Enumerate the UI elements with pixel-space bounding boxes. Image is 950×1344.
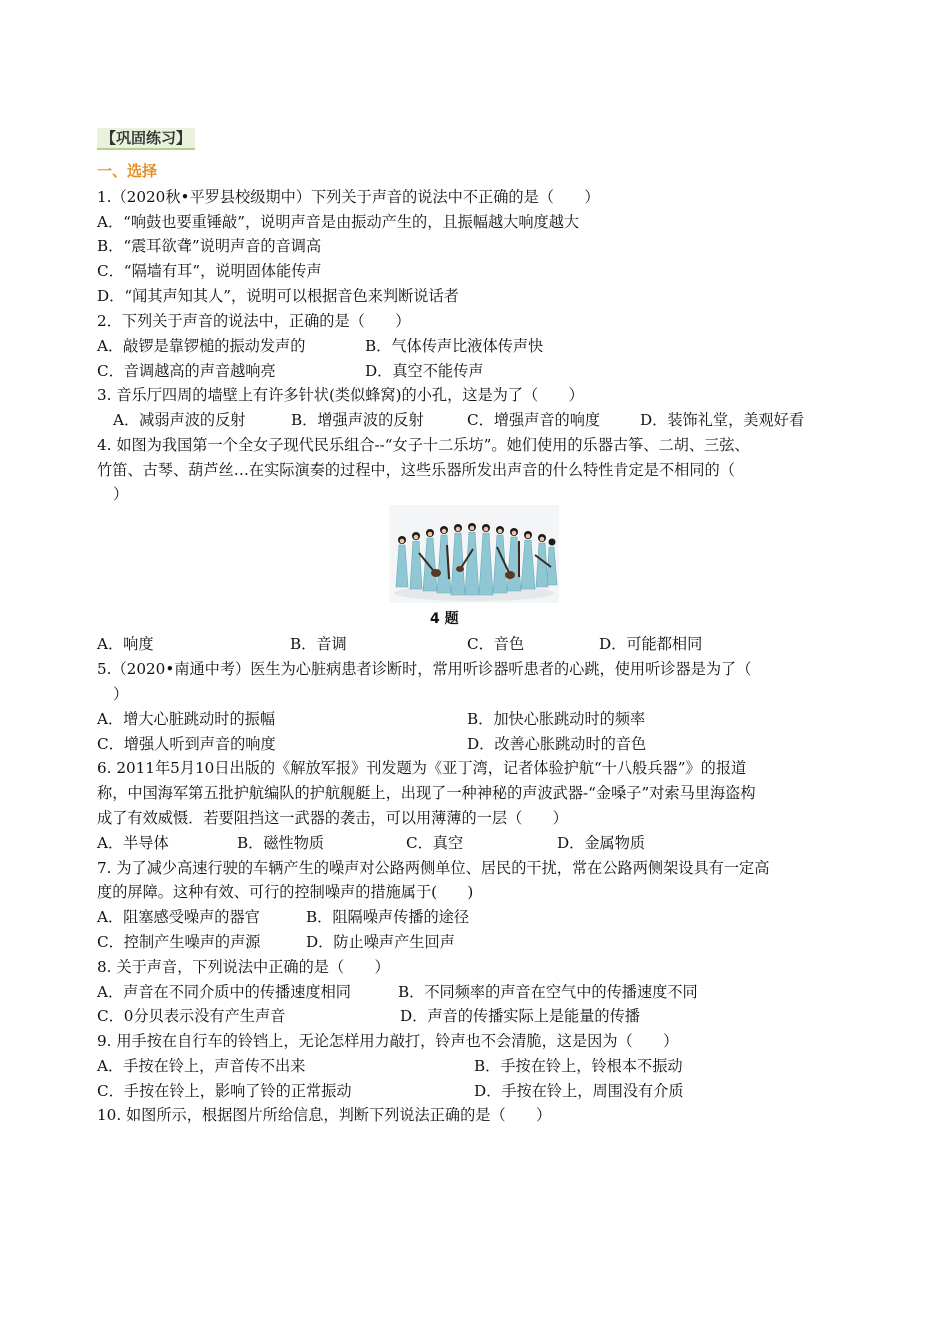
question-7-stem-line-2: 度的屏障。这种有效、可行的控制噪声的措施属于( ): [97, 883, 474, 901]
question-9-option-b: B．手按在铃上，铃根本不振动: [474, 1057, 683, 1075]
question-2-option-a: A．敲锣是靠锣槌的振动发声的: [97, 337, 306, 355]
question-4-option-a: A．响度: [97, 635, 154, 653]
question-5-stem-line-2: ）: [113, 685, 129, 703]
question-8-stem: 8. 关于声音，下列说法中正确的是（ ）: [97, 958, 390, 976]
section-title: 一、选择: [97, 162, 158, 180]
question-1-option-b: B．“震耳欲聋”说明声音的音调高: [97, 237, 322, 255]
question-6-option-c: C．真空: [406, 834, 464, 852]
question-7-option-d: D．防止噪声产生回声: [306, 933, 455, 951]
question-10-stem: 10. 如图所示，根据图片所给信息，判断下列说法正确的是（ ）: [97, 1106, 552, 1124]
figure-caption: 4 题: [430, 611, 459, 627]
question-4-option-d: D．可能都相同: [599, 635, 703, 653]
question-2-stem: 2．下列关于声音的说法中，正确的是（ ）: [97, 312, 411, 330]
question-9-option-c: C．手按在铃上，影响了铃的正常振动: [97, 1082, 352, 1100]
question-3-stem: 3. 音乐厅四周的墙壁上有许多针状(类似蜂窝)的小孔，这是为了（ ）: [97, 386, 584, 404]
question-1-stem: 1.（2020秋•平罗县校级期中）下列关于声音的说法中不正确的是（ ）: [97, 188, 600, 206]
question-4-stem-line-1: 4. 如图为我国第一个全女子现代民乐组合--“女子十二乐坊”。她们使用的乐器古筝、二胡、三弦、: [97, 436, 750, 454]
question-4-option-c: C．音色: [467, 635, 525, 653]
orchestra-photo: [389, 505, 559, 603]
question-9-option-a: A．手按在铃上，声音传不出来: [97, 1057, 306, 1075]
question-3-option-d: D．装饰礼堂，美观好看: [640, 411, 805, 429]
question-8-option-d: D．声音的传播实际上是能量的传播: [400, 1007, 640, 1025]
question-5-option-c: C．增强人听到声音的响度: [97, 735, 276, 753]
question-8-option-c: C．0分贝表示没有产生声音: [97, 1007, 286, 1025]
question-8-option-b: B．不同频率的声音在空气中的传播速度不同: [398, 983, 698, 1001]
question-9-option-d: D．手按在铃上，周围没有介质: [474, 1082, 684, 1100]
question-3-option-a: A．减弱声波的反射: [113, 411, 246, 429]
question-2-option-b: B．气体传声比液体传声快: [365, 337, 544, 355]
question-4-stem-line-3: ）: [113, 485, 129, 503]
question-7-stem-line-1: 7. 为了减少高速行驶的车辆产生的噪声对公路两侧单位、居民的干扰，常在公路两侧架设具有一定高: [97, 859, 770, 877]
question-1-option-c: C．“隔墙有耳”，说明固体能传声: [97, 262, 322, 280]
question-5-option-a: A．增大心脏跳动时的振幅: [97, 710, 276, 728]
question-9-stem: 9. 用手按在自行车的铃铛上，无论怎样用力敲打，铃声也不会清脆，这是因为（ ）: [97, 1032, 679, 1050]
question-5-stem-line-1: 5.（2020•南通中考）医生为心脏病患者诊断时，常用听诊器听患者的心跳，使用听诊器是为了（: [97, 660, 752, 678]
question-2-option-c: C．音调越高的声音越响亮: [97, 362, 276, 380]
question-6-option-d: D．金属物质: [557, 834, 646, 852]
question-7-option-c: C．控制产生噪声的声源: [97, 933, 261, 951]
question-5-option-b: B．加快心胀跳动时的频率: [467, 710, 646, 728]
question-2-option-d: D．真空不能传声: [365, 362, 484, 380]
question-8-option-a: A．声音在不同介质中的传播速度相同: [97, 983, 351, 1001]
question-4-option-b: B．音调: [290, 635, 347, 653]
question-7-option-a: A．阻塞感受噪声的器官: [97, 908, 260, 926]
question-3-option-b: B．增强声波的反射: [291, 411, 424, 429]
question-6-option-a: A．半导体: [97, 834, 169, 852]
question-6-stem-line-1: 6. 2011年5月10日出版的《解放军报》刊发题为《亚丁湾，记者体验护航“十八般兵器”》的报道: [97, 759, 747, 777]
question-4-stem-line-2: 竹笛、古琴、葫芦丝…在实际演奏的过程中，这些乐器所发出声音的什么特性肯定是不相同的（: [97, 461, 735, 479]
question-6-stem-line-3: 成了有效威慑．若要阻挡这一武器的袭击，可以用薄薄的一层（ ）: [97, 809, 568, 827]
question-6-option-b: B．磁性物质: [237, 834, 325, 852]
question-1-option-a: A．“响鼓也要重锤敲”，说明声音是由振动产生的，且振幅越大响度越大: [97, 213, 580, 231]
question-3-option-c: C．增强声音的响度: [467, 411, 601, 429]
question-7-option-b: B．阻隔噪声传播的途径: [306, 908, 470, 926]
question-5-option-d: D．改善心胀跳动时的音色: [467, 735, 647, 753]
question-6-stem-line-2: 称，中国海军第五批护航编队的护航舰艇上，出现了一种神秘的声波武器-“金嗓子”对索马里海盗构: [97, 784, 756, 802]
section-tag: 【巩固练习】: [97, 128, 195, 150]
orchestra-photo-illustration: [389, 505, 559, 603]
question-1-option-d: D．“闻其声知其人”，说明可以根据音色来判断说话者: [97, 287, 459, 305]
